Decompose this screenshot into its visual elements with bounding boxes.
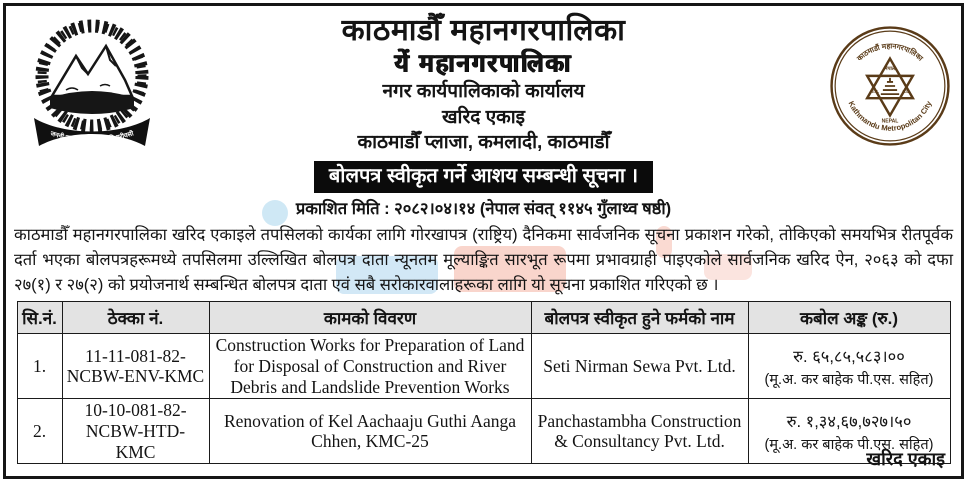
amount-value: रु. १,३४,६७,७२७।५० [786,412,912,431]
org-title-newari: यें महानगरपालिका [394,48,573,78]
published-date: प्रकाशित मिति : २०८२।०४।१४ (नेपाल संवत् ११४५ गुँलाथ्व षष्ठी) [295,199,672,218]
tender-table [17,301,951,464]
seal-center-bottom-text: NEPAL [881,118,899,125]
col-header-amount: कबोल अङ्क (रु.) [748,302,950,334]
table-row [17,399,950,464]
seal-center-top-text: नेपाल [884,65,896,72]
address-line: काठमाडौँ प्लाजा, कमलादी, काठमाडौँ [357,132,610,153]
seal-ad-text: A.D. [901,89,911,95]
amount-note: (मू.अ. कर बाहेक पी.एस. सहित) [764,371,934,388]
national-emblem-icon [26,16,158,152]
amount-note: (मू.अ. कर बाहेक पी.एस. सहित) [764,436,934,453]
notice-document [3,3,964,479]
unit-line: खरिद एकाइ [442,106,525,128]
cell-sn: 2. [17,399,62,464]
notice-body: काठमाडौँ महानगरपालिका खरिद एकाइले तपसिलको कार्यका लागि गोरखापत्र (राष्ट्रिय) दैनिकमा सार्वजनिक सूचना प्रकाशन गरेको, तोकिएको समयभित्र रीतपूर्वक दर्ता भएका बोलपत्रहरूमध्ये तपसिलमा उल्लिखित बोलपत्र दाता न्यूनतम मूल्याङ्कित सारभूत रूपमा प्रभावग्राही पाइएकोले सार्वजनिक खरिद ऐन, २०६३ को दफा २७(१) र २७(२) को प्रयोजनार्थ सम्बन्धित बोलपत्र दाता एवं सबै सरोकारवालाहरूका लागि यो सूचना प्रकाशित गरिएको छ । [14,226,953,294]
org-title: काठमाडौँ महानगरपालिका [341,14,626,47]
notice-title-banner: बोलपत्र स्वीकृत गर्ने आशय सम्बन्धी सूचना । [314,161,653,192]
cell-firm: Panchastambha Construction & Consultancy Pvt. Ltd. [531,399,748,464]
cell-amount [748,334,950,399]
cell-firm: Seti Nirman Sewa Pvt. Ltd. [531,334,748,399]
cell-sn: 1. [17,334,62,399]
col-header-contract: ठेक्का नं. [62,302,209,334]
cell-contract-no: 10-10-081-82-NCBW-HTD-KMC [62,399,209,464]
office-line: नगर कार्यपालिकाको कार्यालय [382,81,585,103]
col-header-firm: बोलपत्र स्वीकृत हुने फर्मको नाम [531,302,748,334]
cell-contract-no: 11-11-081-82-NCBW-ENV-KMC [62,334,209,399]
seal-bottom-text: Kathmandu Metropolitan City [846,99,934,133]
col-header-sn: सि.नं. [17,302,62,334]
amount-value: रु. ६५,८५,५८३।०० [793,347,905,366]
emblem-motto: जननी जन्मभूमिश्च स्वर्गादपि गरीयसी [49,130,135,144]
footer-signature: खरिद एकाइ [866,449,945,469]
table-header-row [17,302,950,334]
table-row [17,334,950,399]
seal-ns-text: N.S. [870,89,880,95]
cell-description: Construction Works for Preparation of Land for Disposal of Construction and River Debris and Landslide Prevention Works [209,334,531,399]
kmc-seal-icon [828,22,952,148]
cell-description: Renovation of Kel Aachaaju Guthi Aanga Chhen, KMC-25 [209,399,531,464]
col-header-description: कामको विवरण [209,302,531,334]
seal-top-text: काठमाडौं महानगरपालिका [855,41,925,63]
